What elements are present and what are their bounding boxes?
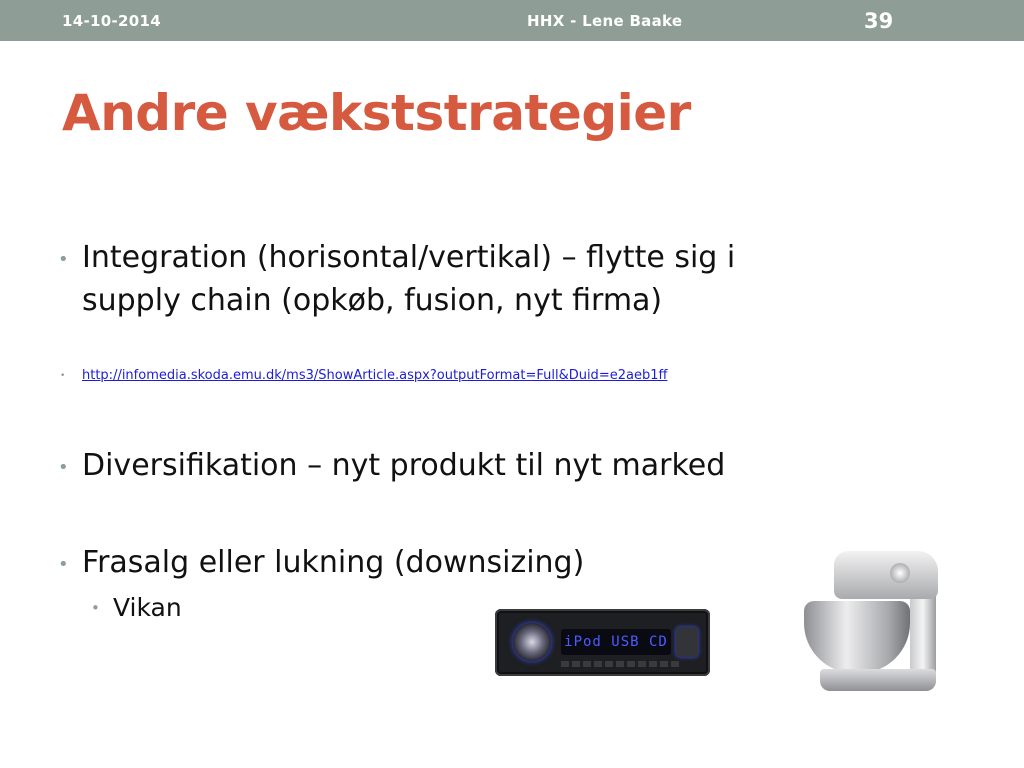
slide-page-number: 39 — [864, 9, 894, 33]
bullet-text-line-2: supply chain (opkøb, fusion, nyt firma) — [82, 283, 663, 318]
car-stereo-image — [495, 609, 710, 676]
bullet-dot: • — [91, 599, 100, 617]
sub-bullet-text: Vikan — [113, 593, 182, 622]
stereo-button-strip — [561, 661, 681, 667]
slide-title: Andre vækststrategier — [62, 84, 691, 142]
stand-mixer-image — [798, 545, 944, 695]
bullet-text: Diversifikation – nyt produkt til nyt marked — [82, 448, 726, 483]
mixer-head — [834, 551, 938, 599]
stereo-button-icon — [676, 627, 698, 657]
mixer-dial-icon — [890, 563, 910, 583]
stereo-display: iPod USB CD — [561, 629, 671, 655]
bullet-text: Frasalg eller lukning (downsizing) — [82, 545, 585, 580]
slide-footer-author: HHX - Lene Baake — [527, 12, 683, 30]
bullet-dot: • — [58, 554, 69, 575]
mixer-base — [820, 669, 936, 691]
bullet-diversifikation — [58, 444, 726, 487]
sub-bullet-vikan — [91, 591, 182, 625]
bullet-dot: • — [58, 457, 69, 478]
bullet-frasalg — [58, 541, 585, 584]
bullet-dot: • — [60, 371, 66, 381]
bullet-link — [60, 366, 668, 386]
bullet-integration — [58, 236, 736, 322]
slide-header-bar — [0, 0, 1024, 41]
article-link[interactable]: http://infomedia.skoda.emu.dk/ms3/ShowArticle.aspx?outputFormat=Full&Duid=e2aeb1ff — [82, 368, 668, 383]
volume-knob-icon — [513, 623, 551, 661]
bullet-dot: • — [58, 249, 69, 270]
slide-date: 14-10-2014 — [62, 12, 161, 30]
mixer-bowl — [804, 601, 910, 673]
bullet-text-line-1: Integration (horisontal/vertikal) – flytte sig i — [82, 240, 736, 275]
